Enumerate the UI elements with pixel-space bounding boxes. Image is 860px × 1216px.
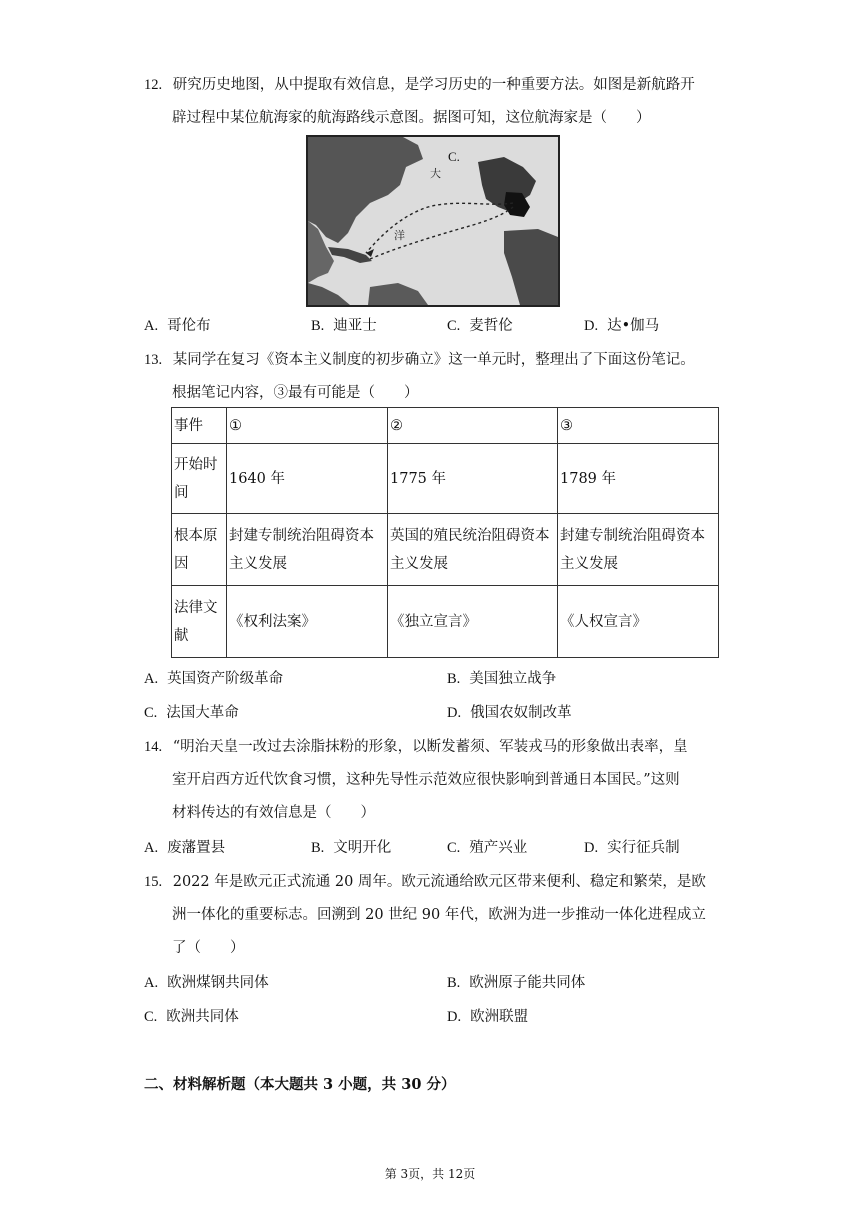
q14-stem-2: 室开启西方近代饮食习惯，这种先导性示范效应很快影响到普通日本国民。”这则: [172, 772, 680, 788]
voyage-map-drawing: [308, 137, 558, 305]
q15-option-a[interactable]: A. 欧洲煤钢共同体: [144, 975, 269, 991]
table-cell: 《独立宣言》: [388, 586, 558, 658]
table-header-cell: ②: [388, 408, 558, 444]
q14-stem-3: 材料传达的有效信息是（ ）: [172, 805, 375, 821]
table-cell: 根本原因: [172, 514, 227, 586]
map-label-c: C.: [448, 149, 460, 164]
page-footer: 第 3页，共 12页: [384, 1167, 476, 1181]
q15-option-b[interactable]: B. 欧洲原子能共同体: [447, 975, 586, 991]
q14-line1: [144, 735, 688, 756]
q14-number: 14.: [144, 739, 163, 755]
q13-option-c[interactable]: C. 法国大革命: [144, 705, 239, 721]
q12-stem-2: 辟过程中某位航海家的航海路线示意图。据图可知，这位航海家是（ ）: [172, 110, 651, 126]
table-cell: 英国的殖民统治阻碍资本主义发展: [388, 514, 558, 586]
table-cell: 法律文献: [172, 586, 227, 658]
table-cell: 1640 年: [227, 444, 388, 514]
table-cell: 《人权宣言》: [558, 586, 719, 658]
q13-option-a[interactable]: A. 英国资产阶级革命: [144, 671, 284, 687]
q14-option-a[interactable]: A. 废藩置县: [144, 840, 226, 856]
q12-number: 12.: [144, 77, 163, 93]
q12-line1: [144, 73, 695, 94]
table-header-cell: 事件: [172, 408, 227, 444]
revolution-notes-table: [171, 407, 719, 658]
q13-line1: [144, 348, 695, 369]
q15-option-d[interactable]: D. 欧洲联盟: [447, 1009, 529, 1025]
voyage-route-map: [306, 135, 560, 307]
map-label-top: 大: [430, 167, 441, 180]
table-header-row: [172, 408, 719, 444]
q13-stem-2: 根据笔记内容，③最有可能是（ ）: [172, 385, 419, 401]
table-header-cell: ③: [558, 408, 719, 444]
q15-stem-1: 2022 年是欧元正式流通 20 周年。欧元流通给欧元区带来便利、稳定和繁荣，是欧: [172, 874, 706, 890]
q12-option-d[interactable]: D. 达•伽马: [584, 318, 660, 334]
q15-stem-2: 洲一体化的重要标志。回溯到 20 世纪 90 年代，欧洲为进一步推动一体化进程成立: [172, 907, 706, 923]
q12-stem-1: 研究历史地图，从中提取有效信息，是学习历史的一种重要方法。如图是新航路开: [172, 77, 695, 93]
q14-option-c[interactable]: C. 殖产兴业: [447, 840, 528, 856]
q15-stem-3: 了（ ）: [172, 940, 245, 956]
q13-number: 13.: [144, 352, 163, 368]
q14-option-b[interactable]: B. 文明开化: [311, 840, 392, 856]
table-row: [172, 514, 719, 586]
q13-stem-1: 某同学在复习《资本主义制度的初步确立》这一单元时，整理出了下面这份笔记。: [172, 352, 695, 368]
table-row: [172, 444, 719, 514]
table-cell: 《权利法案》: [227, 586, 388, 658]
q14-stem-1: “明治天皇一改过去涂脂抹粉的形象，以断发蓄须、军装戎马的形象做出表率，皇: [172, 739, 688, 755]
table-cell: 开始时间: [172, 444, 227, 514]
q12-option-a[interactable]: A. 哥伦布: [144, 318, 211, 334]
q15-number: 15.: [144, 874, 163, 890]
q15-line1: [144, 870, 706, 891]
q13-option-d[interactable]: D. 俄国农奴制改革: [447, 705, 572, 721]
table-cell: 1789 年: [558, 444, 719, 514]
q12-option-b[interactable]: B. 迪亚士: [311, 318, 377, 334]
section-2-title: 二、材料解析题（本大题共 3 小题，共 30 分）: [144, 1076, 456, 1093]
table-header-cell: ①: [227, 408, 388, 444]
table-row: [172, 586, 719, 658]
q13-option-b[interactable]: B. 美国独立战争: [447, 671, 557, 687]
q12-option-c[interactable]: C. 麦哲伦: [447, 318, 513, 334]
table-cell: 封建专制统治阻碍资本主义发展: [558, 514, 719, 586]
table-cell: 1775 年: [388, 444, 558, 514]
table-cell: 封建专制统治阻碍资本主义发展: [227, 514, 388, 586]
q15-option-c[interactable]: C. 欧洲共同体: [144, 1009, 239, 1025]
map-label-mid: 洋: [394, 229, 405, 242]
q14-option-d[interactable]: D. 实行征兵制: [584, 840, 680, 856]
